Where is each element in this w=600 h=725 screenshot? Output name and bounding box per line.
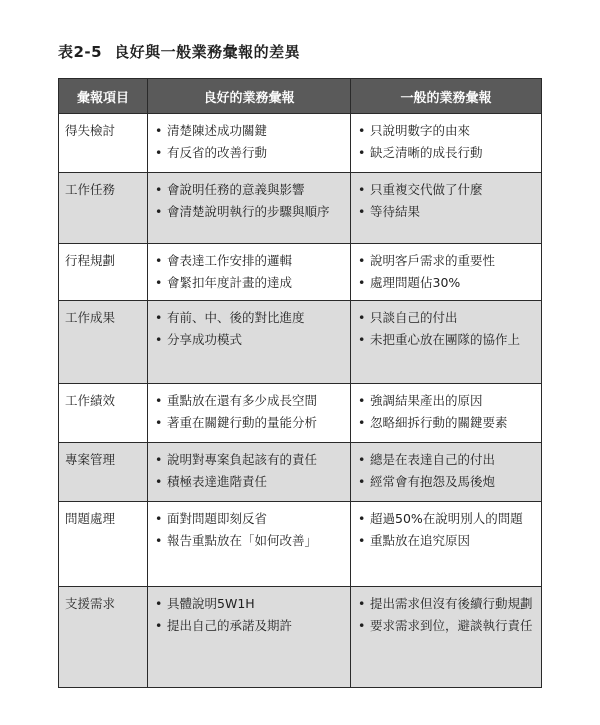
row-category: 得失檢討 [59,114,148,173]
comparison-table [58,78,542,688]
list-item: • 清楚陳述成功關鍵 [153,120,345,142]
list-item: • 處理問題佔30% [356,272,536,294]
good-cell [148,244,351,301]
table-number: 表2-5 [58,43,103,61]
good-cell [148,587,351,688]
list-item: • 未把重心放在團隊的協作上 [356,329,536,351]
header-category: 彙報項目 [59,79,148,114]
list-item: • 忽略細拆行動的關鍵要素 [356,412,536,434]
list-item: • 具體說明5W1H [153,593,345,615]
list-item: • 會清楚說明執行的步驟與順序 [153,201,345,223]
list-item: • 面對問題即刻反省 [153,508,345,530]
list-item: • 總是在表達自己的付出 [356,449,536,471]
row-category: 行程規劃 [59,244,148,301]
list-item: • 缺乏清晰的成長行動 [356,142,536,164]
row-category: 工作任務 [59,173,148,244]
list-item: • 會緊扣年度計畫的達成 [153,272,345,294]
good-cell [148,443,351,502]
list-item: • 說明客戶需求的重要性 [356,250,536,272]
normal-cell [351,502,542,587]
table-caption [58,41,300,62]
good-cell [148,502,351,587]
list-item: • 重點放在還有多少成長空間 [153,390,345,412]
normal-cell [351,114,542,173]
list-item: • 經常會有抱怨及馬後炮 [356,471,536,493]
table-row [59,114,542,173]
row-category: 工作績效 [59,384,148,443]
list-item: • 會表達工作安排的邏輯 [153,250,345,272]
list-item: • 報告重點放在「如何改善」 [153,530,345,552]
list-item: • 強調結果產出的原因 [356,390,536,412]
good-cell [148,384,351,443]
normal-cell [351,244,542,301]
table-row [59,443,542,502]
normal-cell [351,384,542,443]
list-item: • 提出需求但沒有後續行動規劃 [356,593,536,615]
list-item: • 要求需求到位，避談執行責任 [356,615,536,637]
row-category: 專案管理 [59,443,148,502]
normal-cell [351,301,542,384]
list-item: • 重點放在追究原因 [356,530,536,552]
header-normal: 一般的業務彙報 [351,79,542,114]
list-item: • 提出自己的承諾及期許 [153,615,345,637]
list-item: • 有反省的改善行動 [153,142,345,164]
good-cell [148,301,351,384]
row-category: 問題處理 [59,502,148,587]
list-item: • 會說明任務的意義與影響 [153,179,345,201]
row-category: 支援需求 [59,587,148,688]
list-item: • 說明對專案負起該有的責任 [153,449,345,471]
normal-cell [351,443,542,502]
list-item: • 只說明數字的由來 [356,120,536,142]
table-row [59,384,542,443]
good-cell [148,173,351,244]
table-row [59,173,542,244]
good-cell [148,114,351,173]
header-row [59,79,542,114]
list-item: • 只談自己的付出 [356,307,536,329]
table-row [59,502,542,587]
list-item: • 等待結果 [356,201,536,223]
normal-cell [351,173,542,244]
table-row [59,301,542,384]
row-category: 工作成果 [59,301,148,384]
header-good: 良好的業務彙報 [148,79,351,114]
list-item: • 分享成功模式 [153,329,345,351]
list-item: • 超過50%在說明別人的問題 [356,508,536,530]
list-item: • 只重複交代做了什麼 [356,179,536,201]
list-item: • 有前、中、後的對比進度 [153,307,345,329]
normal-cell [351,587,542,688]
table-row [59,587,542,688]
list-item: • 著重在關鍵行動的量能分析 [153,412,345,434]
table-row [59,244,542,301]
table-title: 良好與一般業務彙報的差異 [114,43,301,61]
list-item: • 積極表達進階責任 [153,471,345,493]
